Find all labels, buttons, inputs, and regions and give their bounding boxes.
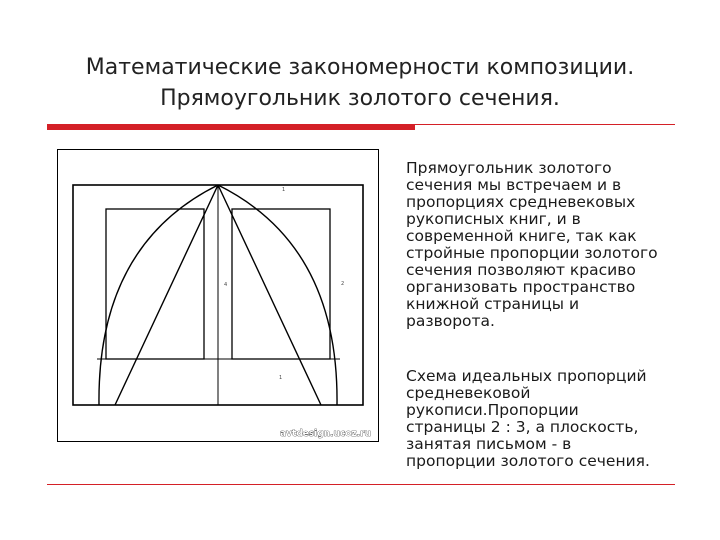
- paragraph-golden-rectangle: Прямоугольник золотого сечения мы встречаем и в пропорциях средневековых рукописных книг, и в современной книге, так как стройные пропорции золотого сечения позволяют красиво организовать пространство книжной страницы и разворота.: [406, 159, 658, 330]
- slide-title: [40, 52, 680, 114]
- title-underline-thick: [47, 124, 415, 130]
- label-top: 1: [282, 187, 286, 193]
- title-underline-thin: [415, 124, 675, 125]
- slide-title-text: Математические закономерности композиции. Прямоугольник золотого сечения.: [85, 55, 635, 111]
- golden-section-diagram: [57, 149, 379, 442]
- bottom-rule: [47, 484, 675, 485]
- body-text: [406, 160, 706, 470]
- paragraph-medieval-scheme: Схема идеальных пропорций средневековой рукописи.Пропорции страницы 2 : 3, а плоскость, занятая письмом - в пропорции золотого сечения.: [406, 367, 650, 470]
- diagram-svg: [57, 149, 379, 442]
- label-center: 4: [224, 282, 228, 288]
- label-bottom: 1: [279, 375, 283, 381]
- watermark-text: avtdesign.ucoz.ru: [280, 429, 371, 439]
- label-right: 2: [341, 281, 345, 287]
